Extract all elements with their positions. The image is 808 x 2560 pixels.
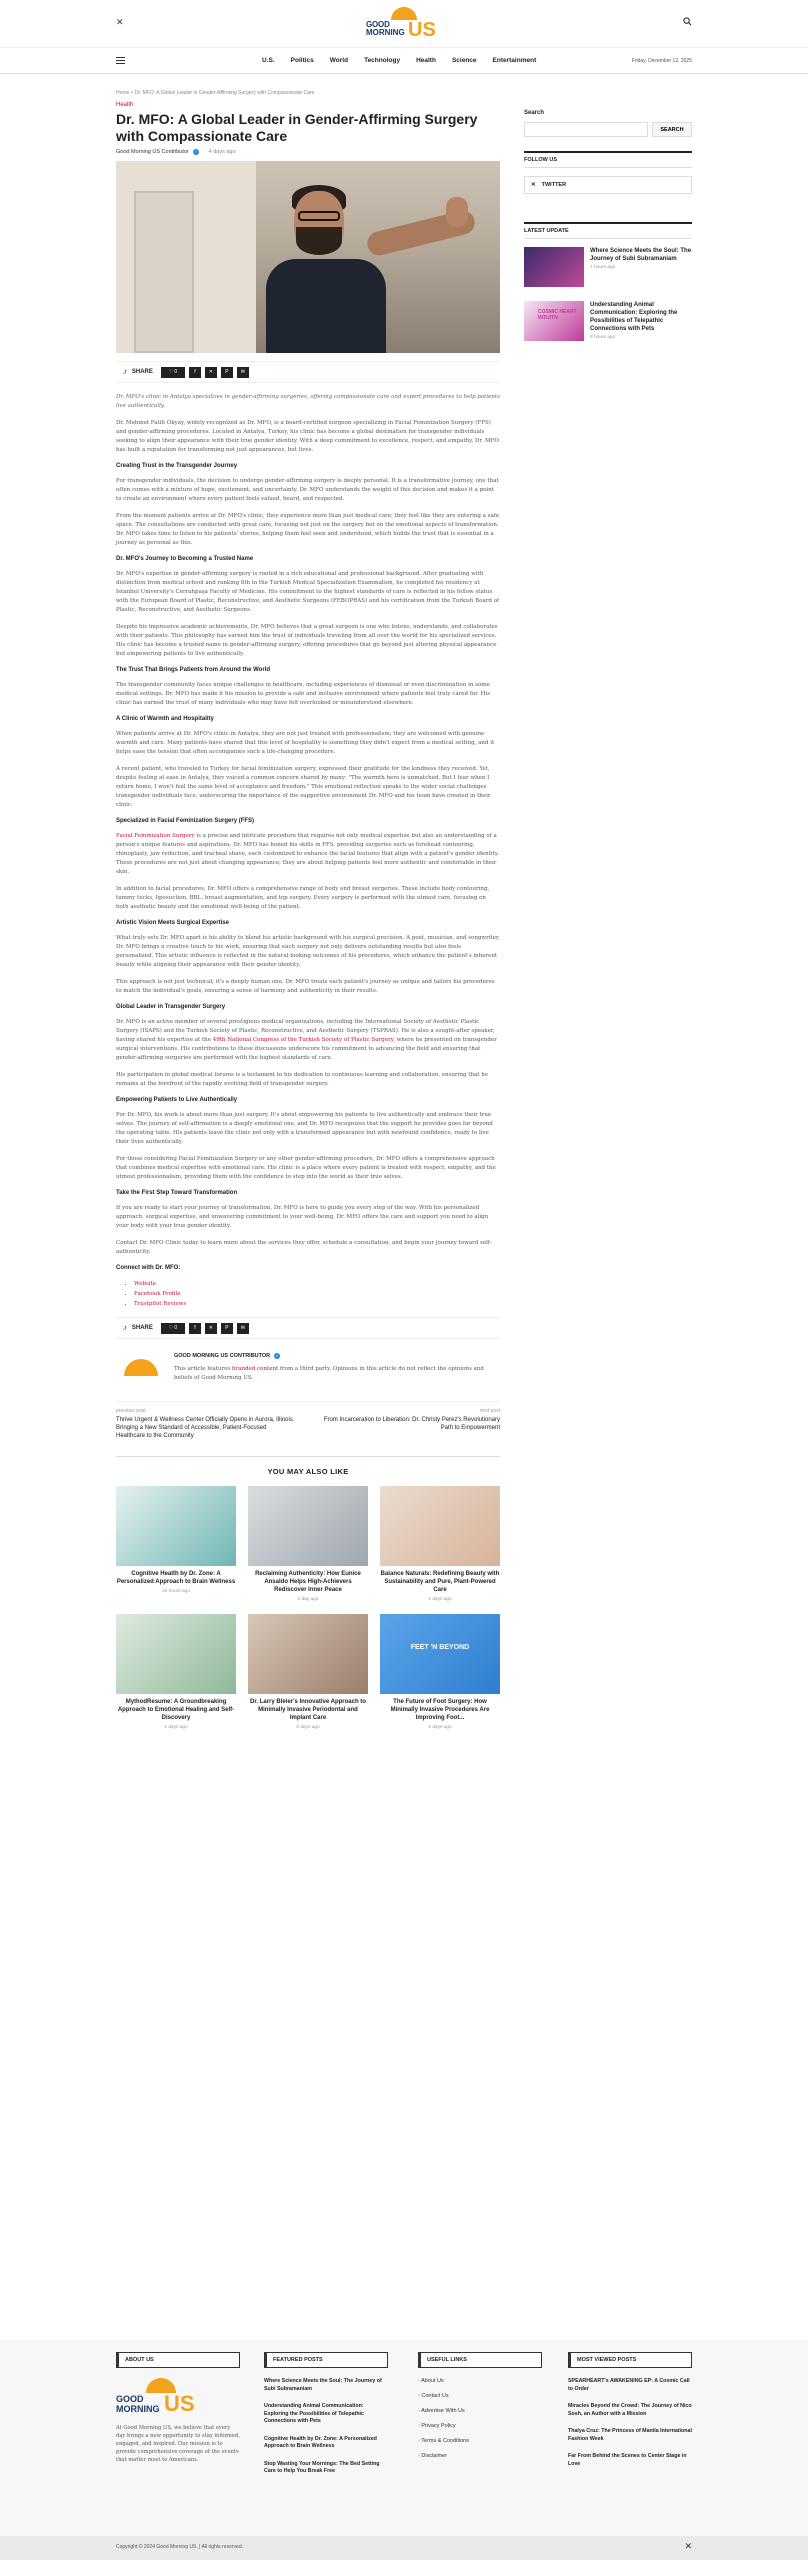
verified-badge-icon: ✓ <box>275 1353 279 1358</box>
next-post-label: next post <box>479 1408 500 1414</box>
section-heading: Creating Trust in the Transgender Journey <box>116 463 238 469</box>
logo-text-morning: MORNING <box>366 28 405 37</box>
latest-title[interactable]: Where Science Meets the Soul: The Journey of Subi Subramaniam <box>590 248 692 262</box>
author-name-text: GOOD MORNING US CONTRIBUTOR <box>174 1353 271 1359</box>
latest-thumbnail[interactable] <box>524 247 584 287</box>
main-nav <box>0 48 808 74</box>
paragraph-text: is a precise and intricate procedure that requires not only medical expertise but also an understanding of a person's unique features and aspirations. Dr. MFO has honed his skills in FFS, providing surgeries such as forehead contouring, rhinoplasty, jaw reduction, and tracheal shave, each customized to enhance the facial features that align with a patient's gender identity. These procedures are not just about changing appearance; they are about helping patients feel more authentic and comfortable in their skin. <box>116 833 499 875</box>
related-thumbnail[interactable] <box>380 1486 500 1566</box>
author-box <box>116 1353 500 1383</box>
facebook-profile-link[interactable]: • Facebook Profile <box>134 1289 500 1299</box>
related-title[interactable]: MythodResume: A Groundbreaking Approach to Emotional Healing and Self-Discovery <box>117 1699 235 1721</box>
x-twitter-icon: ✕ <box>531 182 536 188</box>
related-title[interactable]: The Future of Foot Surgery: How Minimally Invasive Procedures Are Improving Foot... <box>390 1699 490 1721</box>
share-icon: ⤴ <box>122 1324 128 1332</box>
related-thumbnail[interactable] <box>380 1614 500 1694</box>
latest-thumbnail[interactable] <box>524 301 584 341</box>
logo-text-good: GOOD <box>116 2394 144 2404</box>
separator-dot: · <box>202 149 205 155</box>
thumbnail-badge: COSMIC HEART INTUITN <box>538 309 577 321</box>
branded-content-link[interactable]: branded content <box>232 1366 279 1372</box>
x-share-icon[interactable]: ✕ <box>205 367 217 378</box>
related-title[interactable]: Reclaiming Authenticity: How Eunice Ansaldo Helps High-Achievers Rediscover Inner Peace <box>255 1571 361 1593</box>
x-twitter-icon[interactable]: ✕ <box>116 18 124 28</box>
congress-link[interactable]: 49th National Congress of the Turkish Society of Plastic Surgery <box>212 1037 394 1043</box>
related-time: 10 hours ago <box>161 1589 190 1594</box>
facebook-share-icon[interactable]: f <box>189 367 201 378</box>
email-share-icon[interactable]: ✉ <box>237 367 249 378</box>
article-lede: Dr. MFO's clinic in Antalya specializes in gender-affirming surgeries, offering compassionate care and expert procedures to help patients live authentically. <box>116 394 500 409</box>
share-bar-bottom <box>116 1317 500 1339</box>
paragraph-text: Dr. MFO is an active member of several prestigious medical organizations, including the International Society of Aesthetic Plastic Surgery (ISAPS) and the Turkish Society of Plastic, Reconstructive, and Aesthetic Surgery (TSPRAS). He is also a sought-after speaker, having shared his expertise at the <box>116 1019 495 1043</box>
search-label: Search <box>524 110 545 116</box>
section-heading: Dr. MFO's Journey to Becoming a Trusted Name <box>116 556 254 562</box>
also-heading: YOU MAY ALSO LIKE <box>267 1467 349 1476</box>
paragraph: The transgender community faces unique challenges in healthcare, including experiences of dismissal or even discrimination in some medical settings. Dr. MFO has made it his mission to provide a safe and inclusive environment where patients feel truly cared for. His clinic has earned the trust of many individuals who may have felt overlooked or misunderstood elsewhere. <box>116 682 491 706</box>
footer-about <box>116 2352 240 2464</box>
most-viewed-link[interactable]: SPEARHEART's AWAKENING EP: A Cosmic Call to Order <box>568 2378 690 2392</box>
like-button[interactable]: ♡ 0 <box>161 367 185 378</box>
useful-link[interactable]: › About Us <box>418 2378 542 2384</box>
useful-link[interactable]: › Contact Us <box>418 2393 542 2399</box>
related-card[interactable] <box>380 1614 500 1730</box>
nav-item[interactable]: Science <box>451 57 477 64</box>
twitter-follow-button[interactable] <box>524 176 692 194</box>
previous-post-label: previous post <box>116 1408 146 1414</box>
breadcrumb[interactable]: Home » Dr. MFO: A Global Leader in Gender-Affirming Surgery with Compassionate Care <box>116 90 315 96</box>
latest-time: 8 hours ago <box>590 335 616 340</box>
paragraph: Dr. MFO's expertise in gender-affirming surgery is rooted in a rich educational and professional background. After graduating with distinction from medical school and ranking 8th in the Turkish Medical Specialization Examination, he completed his residency at Istanbul University's Cerrahpaşa Faculty of Medicine. His commitment to the highest standards of care is reflected in his fellow status with the European Board of Plastic, Reconstructive, and Aesthetic Surgeons (FEBOPRAS) and his certification from the Turkish Board of Plastic, Reconstructive, and Aesthetic Surgeons. <box>116 571 500 613</box>
section-heading: A Clinic of Warmth and Hospitality <box>116 716 214 722</box>
thumbnail-badge: FEET 'N BEYOND <box>410 1644 470 1651</box>
most-viewed-link[interactable]: Thalya Cruz: The Princess of Manila International Fashion Week <box>568 2428 692 2442</box>
copyright-text: Copyright © 2024 Good Morning US. | All rights reserved. <box>116 2544 243 2550</box>
search-button[interactable]: SEARCH <box>652 122 692 137</box>
desc-text: from a third party. Opinions in this article do not reflect the opinions and beliefs of Good Morning US. <box>174 1366 484 1381</box>
paragraph-text: , where he presented on transgender surgical interventions. His contributions to these discussions underscore his commitment to advancing the field and ensuring that gender-affirming surgeries are performed with the highest standards of care. <box>116 1037 497 1061</box>
main-column <box>116 90 500 1730</box>
section-heading: Take the First Step Toward Transformation <box>116 1190 238 1196</box>
like-button[interactable]: ♡ 0 <box>161 1323 185 1334</box>
paragraph: His participation in global medical forums is a testament to his dedication to continuous learning and collaboration, ensuring that he remains at the forefront of the rapidly evolving field of transgender surgery. <box>116 1072 489 1087</box>
paragraph <box>116 1018 500 1063</box>
related-card[interactable] <box>248 1614 368 1730</box>
featured-heading: FEATURED POSTS <box>264 2352 388 2368</box>
next-post-title: From Incarceration to Liberation: Dr. Christy Perez's Revolutionary Path to Empowerment <box>323 1417 500 1431</box>
nav-list <box>262 57 536 64</box>
share-bar-top <box>116 361 500 383</box>
related-title[interactable]: Balance Naturals: Redefining Beauty with Sustainability and Pure, Plant-Powered Care <box>380 1571 500 1593</box>
site-logo[interactable] <box>364 6 444 44</box>
article-title: Dr. MFO: A Global Leader in Gender-Affirming Surgery with Compassionate Care <box>116 111 478 144</box>
latest-title[interactable]: Understanding Animal Communication: Exploring the Possibilities of Telepathic Connections with Pets <box>590 302 678 332</box>
x-twitter-icon[interactable]: ✕ <box>684 2542 692 2552</box>
x-share-icon[interactable]: ✕ <box>205 1323 217 1334</box>
section-heading: Artistic Vision Meets Surgical Expertise <box>116 920 229 926</box>
sidebar <box>524 110 692 355</box>
author-link[interactable]: Good Morning US Contributor <box>116 149 189 155</box>
section-heading: Specialized in Facial Feminization Surgery (FFS) <box>116 818 255 824</box>
paragraph: Despite his impressive academic achievements, Dr. MFO believes that a great surgeon is one who listens, understands, and collaborates with their patients. This philosophy has earned him the trust of individuals traveling from all over the world for his specialized services. His clinic has become a trusted name in gender-affirming surgery, offering procedures that go beyond just altering physical appearance but empowering patients to live authentically. <box>116 624 498 657</box>
related-time: 1 day ago <box>297 1597 319 1602</box>
ffs-link[interactable]: Facial Feminization Surgery <box>116 833 195 839</box>
copyright-bar <box>0 2536 808 2560</box>
previous-post-title: Thrive Urgent & Wellness Center Officially Opens in Aurora, Illinois Bringing a New Standard of Accessible, Patient-Focused Healthcare to the Community <box>116 1417 293 1439</box>
related-thumbnail[interactable] <box>248 1614 368 1694</box>
logo-text-us: US <box>408 19 436 41</box>
category-link[interactable]: Health <box>116 102 134 108</box>
related-card[interactable] <box>116 1614 236 1730</box>
author-name[interactable] <box>174 1353 494 1359</box>
section-heading: The Trust That Brings Patients from Around the World <box>116 667 271 673</box>
nav-item[interactable]: Health <box>416 57 436 64</box>
footer-most-viewed <box>568 2352 692 2478</box>
nav-item[interactable]: Politics <box>290 57 314 64</box>
twitter-label: TWITTER <box>541 182 567 188</box>
email-share-icon[interactable]: ✉ <box>237 1323 249 1334</box>
latest-item[interactable] <box>524 247 692 287</box>
most-viewed-link[interactable]: Far From Behind the Scenes to Center Stage in Love <box>568 2453 687 2467</box>
related-thumbnail[interactable] <box>116 1614 236 1694</box>
paragraph: For transgender individuals, the decision to undergo gender-affirming surgery is deeply personal. It is a transformative journey, one that often comes with a mixture of hope, excitement, and uncertainty. Dr. MFO understands the weight of this decision and makes it a point to create an environment where every patient feels valued, heard, and respected. <box>116 478 499 502</box>
paragraph: For those considering Facial Feminization Surgery or any other gender-affirming procedure, Dr. MFO offers a comprehensive approach that combines medical expertise with emotional care. His clinic is a place where every patient is treated with respect, empathy, and the utmost professionalism, providing them with the confidence to step into the world as their true selves. <box>116 1156 496 1180</box>
hamburger-menu-icon[interactable] <box>116 57 125 64</box>
pinterest-share-icon[interactable]: P <box>221 1323 233 1334</box>
paragraph: Dr. Mehmet Fatih Okyay, widely recognized as Dr. MFO, is a board-certified surgeon specializing in Facial Feminization Surgery (FFS) and gender-affirming procedures. Located in Antalya, Turkey, his clinic has become a global destination for transgender individuals seeking to align their appearance with their true gender identity. With a deep commitment to excellence, respect, and empathy, Dr. MFO has built a reputation for transforming not just appearances, but lives. <box>116 420 499 453</box>
top-bar <box>0 0 808 48</box>
most-viewed-link[interactable]: Miracles Beyond the Crowd: The Journey of Nico Sosh, an Author with a Mission <box>568 2403 692 2417</box>
related-card[interactable] <box>116 1486 236 1602</box>
related-time: 2 days ago <box>164 1725 188 1730</box>
nav-item[interactable]: World <box>329 57 349 64</box>
useful-link[interactable]: › Terms & Conditions <box>418 2438 542 2444</box>
nav-item[interactable]: Technology <box>364 57 401 64</box>
related-grid <box>116 1486 500 1730</box>
related-title[interactable]: Dr. Larry Bleier's Innovative Approach to Minimally Invasive Periodontal and Implant Care <box>250 1699 366 1721</box>
paragraph: From the moment patients arrive at Dr. MFO's clinic, they experience more than just medical care; they feel like they are entering a safe space. The consultations are conducted with great care, focusing not just on the surgery but on the emotional aspects of transformation. Dr. MFO takes time to listen to his patients' stories, helping them feel seen and understood, which builds the trust that is essential in a journey as personal as this. <box>116 513 500 546</box>
useful-links-heading: USEFUL LINKS <box>418 2352 542 2368</box>
logo-text-morning: MORNING <box>116 2404 160 2414</box>
latest-list <box>524 247 692 341</box>
related-card[interactable] <box>248 1486 368 1602</box>
footer-links <box>418 2352 542 2468</box>
search-icon[interactable] <box>683 17 692 26</box>
website-link[interactable]: • Website <box>134 1279 500 1289</box>
connect-list <box>134 1279 500 1309</box>
facebook-share-icon[interactable]: f <box>189 1323 201 1334</box>
section-heading: Connect with Dr. MFO: <box>116 1265 181 1271</box>
paragraph: In addition to facial procedures, Dr. MFO offers a comprehensive range of body and breast surgeries. These include body contouring, tummy tucks, liposuction, BBL, breast augmentation, and top surgery. Every surgery is performed with the utmost care, focusing on both aesthetic beauty and the emotional well-being of the patient. <box>116 886 490 910</box>
footer-logo[interactable] <box>116 2378 206 2418</box>
featured-post-link[interactable]: Stop Wasting Your Mornings: The Bed Setting Care to Help You Break Free <box>264 2460 380 2474</box>
related-time: 2 days ago <box>428 1597 452 1602</box>
featured-post-link[interactable]: Cognitive Health by Dr. Zone: A Personalized Approach to Brain Wellness <box>264 2435 377 2449</box>
byline <box>116 149 500 155</box>
featured-post-link[interactable]: Where Science Meets the Soul: The Journey of Subi Subramaniam <box>264 2378 382 2392</box>
related-card[interactable] <box>380 1486 500 1602</box>
previous-post[interactable] <box>116 1408 296 1440</box>
current-date: Friday, December 12, 2025 <box>631 58 692 64</box>
paragraph <box>116 832 500 877</box>
most-viewed-heading: MOST VIEWED POSTS <box>568 2352 692 2368</box>
share-label: SHARE <box>131 1325 153 1331</box>
nav-item[interactable]: U.S. <box>262 57 275 64</box>
paragraph: This approach is not just technical; it's a deeply human one. Dr. MFO treats each patient's journey as unique and tailors his procedures to match the individual's goals, ensuring a sense of harmony and authenticity in their results. <box>116 979 495 994</box>
about-description: At Good Morning US, we believe that every day brings a new opportunity to stay informed, engaged, and inspired. Our mission is to provide comprehensive coverage of the events that matter most to Americans. <box>116 2425 240 2463</box>
footer-featured <box>264 2352 388 2486</box>
latest-update-heading: LATEST UPDATE <box>524 222 692 239</box>
paragraph: When patients arrive at Dr. MFO's clinic in Antalya, they are not just treated with professionalism; they are welcomed with genuine warmth and care. Many patients have shared that this level of hospitality is something they didn't expect from a medical setting, and it helps ease the tension that often accompanies such a life-changing procedure. <box>116 731 495 755</box>
article-body <box>116 393 500 1309</box>
footer <box>0 2340 808 2536</box>
pinterest-share-icon[interactable]: P <box>221 367 233 378</box>
logo-text-us: US <box>164 2391 195 2416</box>
post-time: 4 days ago <box>208 149 236 155</box>
author-description <box>174 1365 494 1383</box>
search-input[interactable] <box>524 122 648 137</box>
next-post[interactable] <box>320 1408 500 1440</box>
latest-item[interactable] <box>524 301 692 341</box>
related-thumbnail[interactable] <box>248 1486 368 1566</box>
nav-item[interactable]: Entertainment <box>492 57 537 64</box>
related-title[interactable]: Cognitive Health by Dr. Zone: A Personalized Approach to Brain Wellness <box>116 1571 236 1585</box>
share-icon: ⤴ <box>122 368 128 376</box>
related-time: 2 days ago <box>296 1725 320 1730</box>
trustpilot-link[interactable]: • Trustpilot Reviews <box>134 1299 500 1309</box>
logo-text-good: GOOD <box>366 20 390 29</box>
you-may-also-like <box>116 1456 500 1730</box>
paragraph: A recent patient, who traveled to Turkey for facial feminization surgery, expressed their gratitude for the kindness they received. Yet, despite feeling at ease in Antalya, they voiced a common concern shared by many: "The warmth here is unmatched. But I fear when I return home, I won't feel the same level of acceptance and freedom." This emotional reflection speaks to the wider social challenges transgender individuals face, underscoring the importance of the supportive environment Dr. MFO and his team have created in their clinic. <box>116 766 491 808</box>
featured-post-link[interactable]: Understanding Animal Communication: Exploring the Possibilities of Telepathic Connections with Pets <box>264 2403 364 2424</box>
paragraph: Contact Dr. MFO Clinic today to learn more about the services they offer, schedule a consultation, and begin your journey toward self-authenticity. <box>116 1240 492 1255</box>
useful-link[interactable]: › Disclaimer <box>418 2453 542 2459</box>
search-form <box>524 122 692 137</box>
follow-us-heading: FOLLOW US <box>524 151 692 168</box>
hero-image <box>116 161 500 353</box>
useful-link[interactable]: › Advertise With Us <box>418 2408 542 2414</box>
latest-time: 7 hours ago <box>590 265 616 270</box>
about-heading: ABOUT US <box>116 2352 240 2368</box>
paragraph: If you are ready to start your journey of transformation, Dr. MFO is here to guide you every step of the way. With his personalized approach, surgical expertise, and unwavering commitment to your well-being, Dr. MFO offers the care and support you need to align your body with your true gender identity. <box>116 1205 489 1229</box>
share-label: SHARE <box>131 369 153 375</box>
related-thumbnail[interactable] <box>116 1486 236 1566</box>
useful-link[interactable]: › Privacy Policy <box>418 2423 542 2429</box>
author-avatar-icon <box>116 1353 166 1383</box>
related-time: 3 days ago <box>428 1725 452 1730</box>
section-heading: Empowering Patients to Live Authentically <box>116 1097 238 1103</box>
section-heading: Global Leader in Transgender Surgery <box>116 1004 226 1010</box>
post-navigation <box>116 1401 500 1440</box>
paragraph: For Dr. MFO, his work is about more than just surgery. It's about empowering his patients to live authentically and embrace their true selves. The journey of self-affirmation is a deeply emotional one, and Dr. MFO recognizes that the support he provides goes far beyond the operating table. His patients leave the clinic not only with a transformed appearance but with newfound confidence, ready to live their lives authentically. <box>116 1112 493 1145</box>
verified-badge-icon: ✓ <box>194 149 198 154</box>
paragraph: What truly sets Dr. MFO apart is his ability to blend his artistic background with his surgical precision. A poet, musician, and songwriter, Dr. MFO brings a creative touch to his work, ensuring that each surgery not only delivers outstanding results but also feels personalized. This artistic influence is reflected in the natural-looking outcomes of his procedures, which enhance the patient's inherent beauty while aligning their appearance with their gender identity. <box>116 935 500 968</box>
desc-text: This article features <box>174 1366 233 1372</box>
